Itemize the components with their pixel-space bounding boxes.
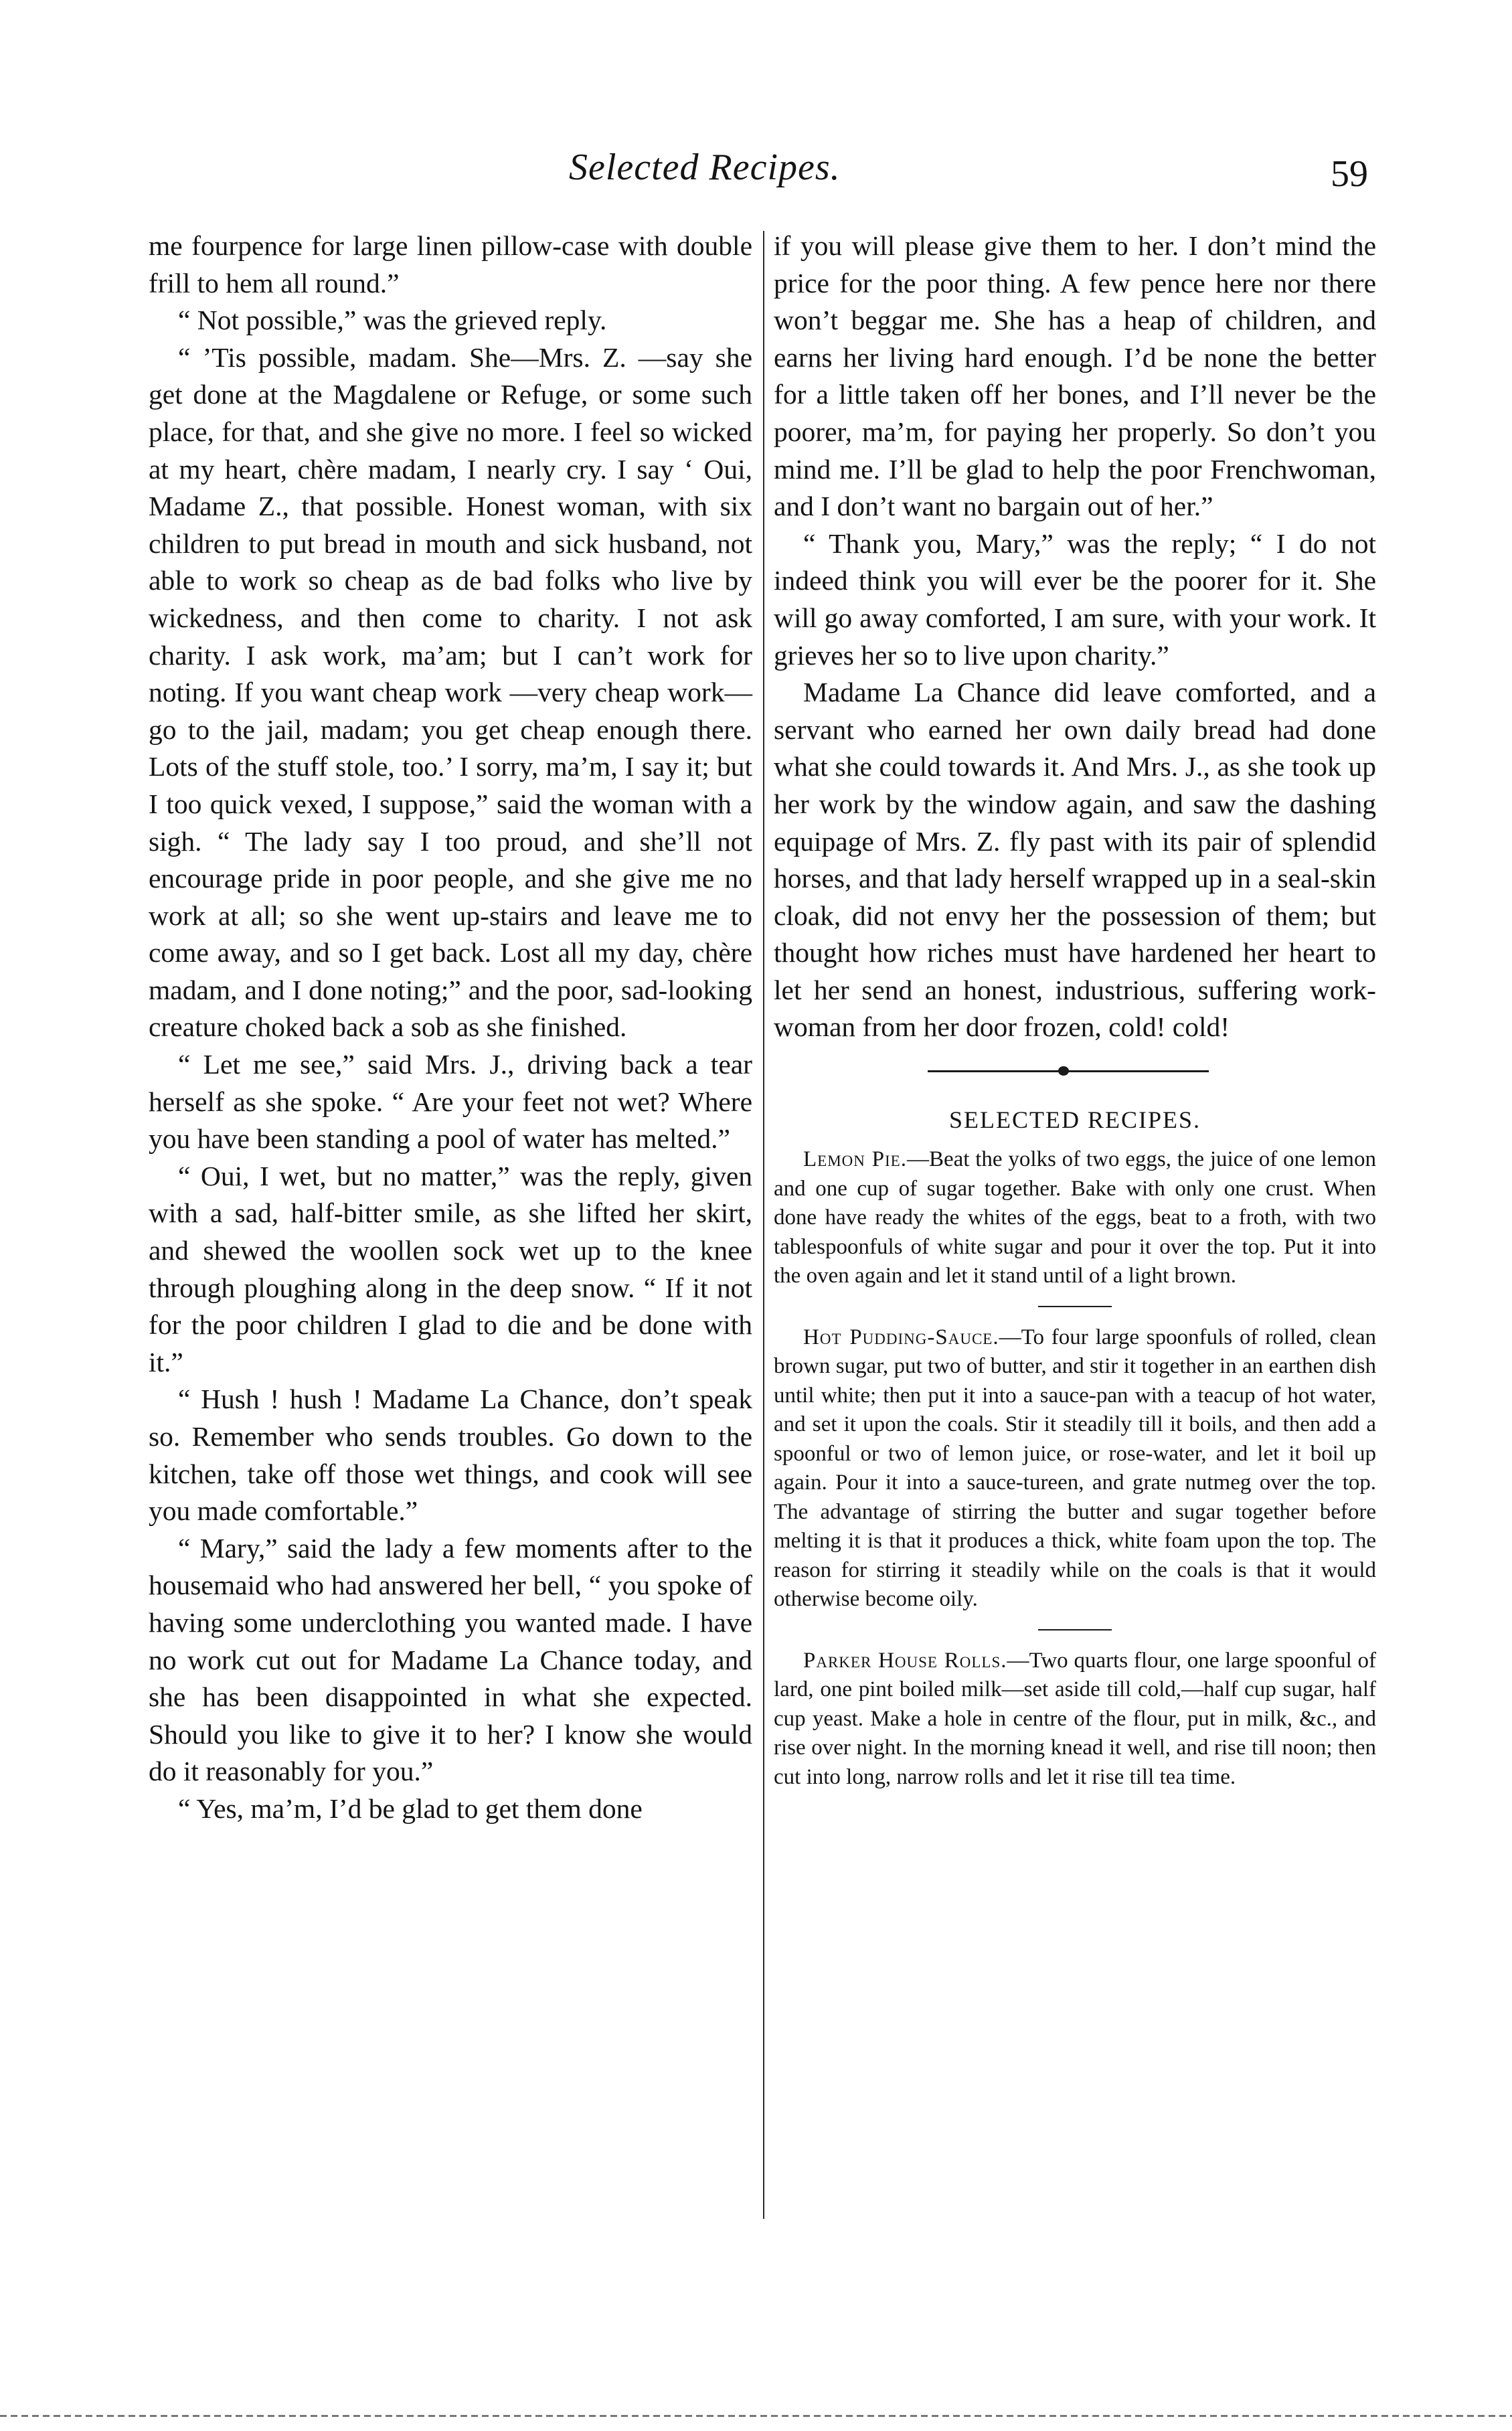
running-title: Selected Recipes. [569, 147, 841, 188]
recipe-separator [1038, 1306, 1112, 1307]
paragraph: “ Mary,” said the lady a few moments after to the housemaid who had answered her bell, “ you spoke of having some underclothing you wanted made. I have no work cut out for Madame La Chance today, and she has been disappointed in what she expected. Should you like to give it to her? I know she would do it reasonably for you.” [149, 1532, 752, 1787]
recipe-name: Parker House Rolls. [803, 1648, 1007, 1673]
recipe [774, 1145, 1376, 1291]
recipe-name: Lemon Pie. [803, 1147, 907, 1172]
running-head [0, 146, 1512, 199]
paragraph: if you will please give them to her. I don’t mind the price for the poor thing. A few pence here nor there won’t beggar me. She has a heap of children, and earns her living hard enough. I’d be none the better for a little taken off her bones, and I’ll never be the poorer, ma’m, for paying her properly. So don’t you mind me. I’ll be glad to help the poor Frenchwoman, and I don’t want no bargain out of her.” [774, 230, 1376, 522]
paragraph: “ Hush ! hush ! Madame La Chance, don’t speak so. Remember who sends troubles. Go down to the kitchen, take off those wet things, and cook will see you made comfortable.” [149, 1384, 752, 1527]
paragraph: “ Not possible,” was the grieved reply. [178, 305, 607, 336]
recipe-text: —To four large spoonfuls of rolled, clean brown sugar, put two of butter, and stir it together in an earthen dish until white; then put it into a sauce-pan with a teacup of hot water, and set it upon the coals. Stir it steadily till it boils, and then add a spoonful or two of lemon juice, or rose-water, and let it boil up again. Pour it into a sauce-tureen, and grate nutmeg over the top. The advantage of stirring the butter and sugar together before melting it is that it produces a thick, white foam upon the top. The reason for stirring it steadily while on the coals is that it would otherwise become oily. [774, 1325, 1376, 1612]
section-heading: SELECTED RECIPES. [948, 1106, 1201, 1134]
recipe-text: —Beat the yolks of two eggs, the juice of one lemon and one cup of sugar together. Bake with only one crust. When done have ready the whites of the eggs, beat to a froth, with two tablespoonfuls of white sugar and pour it over the top. Put it into the oven again and let it stand until of a light brown. [774, 1147, 1376, 1288]
paragraph: Madame La Chance did leave comforted, and a servant who earned her own daily bread had done what she could towards it. And Mrs. J., as she took up her work by the window again, and saw the dashing equipage of Mrs. Z. fly past with its pair of splendid horses, and that lady herself wrapped up in a seal-skin cloak, did not envy her the possession of them; but thought how riches must have hardened her heart to let her send an honest, industrious, suffering work-woman from her door frozen, cold! cold! [774, 677, 1376, 1043]
recipe-text: —Two quarts flour, one large spoonful of lard, one pint boiled milk—set aside till cold,—half cup sugar, half cup yeast. Make a hole in centre of the flour, put in milk, &c., and rise over night. In the morning knead it well, and rise till noon; then cut into long, narrow rolls and let it rise till tea time. [774, 1648, 1376, 1789]
paragraph: me fourpence for large linen pillow-case with double frill to hem all round.” [149, 230, 752, 299]
recipe [774, 1323, 1376, 1614]
recipe-name: Hot Pudding-Sauce. [803, 1325, 999, 1349]
left-column [149, 228, 752, 1828]
right-column [774, 228, 1376, 1792]
recipe [774, 1647, 1376, 1792]
paragraph: “ Thank you, Mary,” was the reply; “ I do not indeed think you will ever be the poorer for it. She will go away comforted, I am sure, with your work. It grieves her so to live upon charity.” [774, 527, 1376, 671]
paragraph: “ ’Tis possible, madam. She—Mrs. Z. —say she get done at the Magdalene or Refuge, or some such place, for that, and she give no more. I feel so wicked at my heart, chère madam, I nearly cry. I say ‘ Oui, Madame Z., that possible. Honest woman, with six children to put bread in mouth and sick husband, not able to work so cheap as de bad folks who live by wickedness, and then come to charity. I not ask charity. I ask work, ma’am; but I can’t work for noting. If you want cheap work —very cheap work—go to the jail, madam; you get cheap enough there. Lots of the stuff stole, too.’ I sorry, ma’m, I say it; but I too quick vexed, I suppose,” said the woman with a sigh. “ The lady say I too proud, and she’ll not encourage pride in poor people, and she give me no work at all; so she went up-stairs and leave me to come away, and so I get back. Lost all my day, chère madam, and I done noting;” and the poor, sad-looking creature choked back a sob as she finished. [149, 341, 752, 1043]
page-edge-rule [0, 2415, 1512, 2417]
divider-ornament [1058, 1066, 1069, 1076]
recipe-separator [1038, 1629, 1112, 1630]
paragraph: “ Oui, I wet, but no matter,” was the reply, given with a sad, half-bitter smile, as she lifted her skirt, and shewed the woollen sock wet up to the knee through ploughing along in the deep snow. “ If it not for the poor children I glad to die and be done with it.” [149, 1160, 752, 1377]
paragraph: “ Let me see,” said Mrs. J., driving back a tear herself as she spoke. “ Are your feet not wet? Where you have been standing a pool of water has melted.” [149, 1049, 752, 1155]
page-number: 59 [1331, 153, 1368, 195]
column-divider [763, 231, 764, 2219]
ornamental-divider [774, 1057, 1376, 1084]
paragraph: “ Yes, ma’m, I’d be glad to get them done [178, 1792, 643, 1824]
